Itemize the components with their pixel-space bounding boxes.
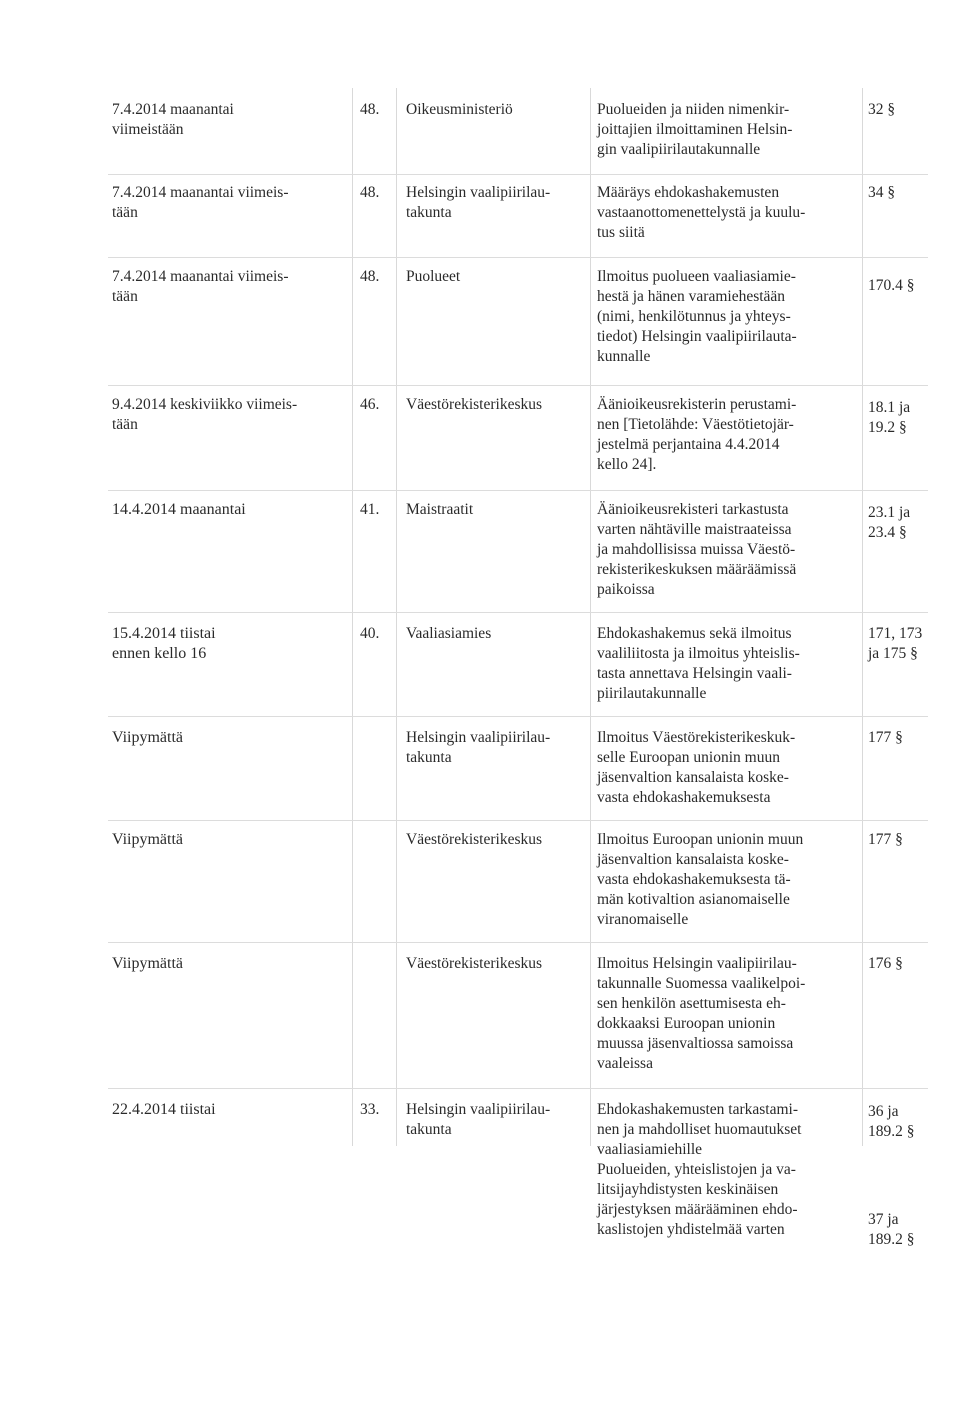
section-number: 33. [360, 1101, 380, 1118]
row-divider [108, 257, 928, 258]
column-divider [590, 88, 591, 1146]
row-divider [108, 174, 928, 175]
description-cell: Puolueiden ja niiden nimenkir- joittajien ilmoittaminen Helsin- gin vaalipiirilautakunnalle [597, 101, 793, 158]
date-cell: 7.4.2014 maanantai viimeis- tään [112, 268, 289, 305]
description-cell: Ilmoitus Helsingin vaalipiirilau- takunnalle Suomessa vaalikelpoi- sen henkilön asettumisesta eh- dokkaaksi Euroopan unionin muussa jäsenvaltiossa samoissa vaaleissa [597, 955, 806, 1072]
section-number: 48. [360, 101, 380, 118]
description-cell: Ilmoitus Euroopan unionin muun jäsenvaltion kansalaista koske- vasta ehdokashakemuksesta tä- män kotivaltion asianomaiselle viranomaiselle [597, 831, 804, 928]
description-cell: Äänioikeusrekisteri tarkastusta varten nähtäville maistraateissa ja mahdollisissa muissa Väestö- rekisterikeskuksen määräämissä paikoissa [597, 501, 797, 598]
description-cell: Ehdokashakemus sekä ilmoitus vaaliliitosta ja ilmoitus yhteislis- tasta annettava Helsingin vaali- piirilautakunnalle [597, 625, 800, 702]
authority-cell: Helsingin vaalipiirilau- takunta [406, 184, 551, 221]
column-divider [396, 88, 397, 1146]
law-reference: 32 § [868, 101, 896, 118]
authority-cell: Väestörekisterikeskus [406, 396, 543, 413]
description-cell: Määräys ehdokashakemusten vastaanottomenettelystä ja kuulu- tus siitä [597, 184, 806, 241]
description-cell: Ilmoitus Väestörekisterikeskuk- selle Euroopan unionin muun jäsenvaltion kansalaista koske- vasta ehdokashakemuksesta [597, 729, 796, 806]
date-cell: 7.4.2014 maanantai viimeis- tään [112, 184, 289, 221]
row-divider [108, 490, 928, 491]
authority-cell: Helsingin vaalipiirilau- takunta [406, 729, 551, 766]
date-cell: 22.4.2014 tiistai [112, 1101, 216, 1118]
law-reference: 171, 173 ja 175 § [868, 625, 923, 662]
date-cell: Viipymättä [112, 831, 184, 848]
row-divider [108, 716, 928, 717]
description-cell: Ehdokashakemusten tarkastami- nen ja mahdolliset huomautukset vaaliasiamiehille Puolueiden, yhteislistojen ja va- litsijayhdistysten keskinäisen järjestyksen määrääminen ehdo- kaslistojen yhdistelmää varten [597, 1101, 802, 1238]
section-number: 48. [360, 268, 380, 285]
authority-cell: Oikeusministeriö [406, 101, 513, 118]
section-number: 40. [360, 625, 380, 642]
section-number: 41. [360, 501, 380, 518]
column-divider [862, 88, 863, 1146]
date-cell: 14.4.2014 maanantai [112, 501, 246, 518]
row-divider [108, 942, 928, 943]
authority-cell: Maistraatit [406, 501, 474, 518]
row-divider [108, 612, 928, 613]
law-reference: 177 § [868, 831, 903, 848]
authority-cell: Helsingin vaalipiirilau- takunta [406, 1101, 551, 1138]
date-cell: 7.4.2014 maanantai viimeistään [112, 101, 234, 138]
law-reference: 177 § [868, 729, 903, 746]
section-number: 48. [360, 184, 380, 201]
date-cell: Viipymättä [112, 729, 184, 746]
law-reference: 37 ja 189.2 § [868, 1211, 915, 1248]
law-reference: 36 ja 189.2 § [868, 1103, 915, 1140]
authority-cell: Väestörekisterikeskus [406, 831, 543, 848]
column-divider [352, 88, 353, 1146]
authority-cell: Väestörekisterikeskus [406, 955, 543, 972]
law-reference: 170.4 § [868, 277, 915, 294]
row-divider [108, 1088, 928, 1089]
description-cell: Ilmoitus puolueen vaaliasiamie- hestä ja hänen varamiehestään (nimi, henkilötunnus ja yhteys- tiedot) Helsingin vaalipiirilauta- kunnalle [597, 268, 797, 365]
law-reference: 34 § [868, 184, 896, 201]
authority-cell: Puolueet [406, 268, 461, 285]
date-cell: Viipymättä [112, 955, 184, 972]
law-reference: 23.1 ja 23.4 § [868, 504, 911, 541]
authority-cell: Vaaliasiamies [406, 625, 492, 642]
section-number: 46. [360, 396, 380, 413]
row-divider [108, 820, 928, 821]
law-reference: 18.1 ja 19.2 § [868, 399, 911, 436]
date-cell: 15.4.2014 tiistai ennen kello 16 [112, 625, 216, 662]
date-cell: 9.4.2014 keskiviikko viimeis- tään [112, 396, 298, 433]
law-reference: 176 § [868, 955, 903, 972]
row-divider [108, 385, 928, 386]
description-cell: Äänioikeusrekisterin perustami- nen [Tietolähde: Väestötietojär- jestelmä perjantaina 4.4.2014 kello 24]. [597, 396, 797, 473]
